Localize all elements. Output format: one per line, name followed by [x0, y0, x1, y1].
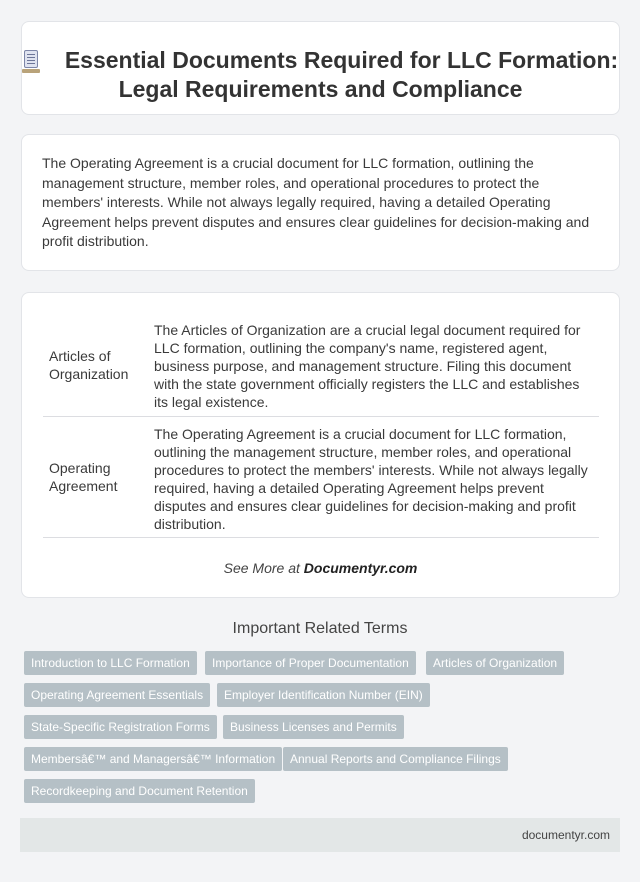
term-cell: Articles of Organization: [49, 347, 129, 382]
related-terms-heading: Important Related Terms: [232, 620, 408, 637]
related-tag[interactable]: Importance of Proper Documentation: [205, 651, 416, 675]
related-tag[interactable]: Introduction to LLC Formation: [24, 651, 197, 675]
related-tag[interactable]: Employer Identification Number (EIN): [217, 683, 430, 707]
intro-paragraph: The Operating Agreement is a crucial document for LLC formation, outlining the management structure, member roles, and operational procedures to protect the members' interests. While not always legally required, having a detailed Operating Agreement helps prevent disputes and ensures clear guidelines for decision-making and profit distribution.: [42, 155, 590, 249]
page-title-text: Essential Documents Required for LLC Formation: Legal Requirements and Compliance: [64, 47, 619, 102]
table-row: [43, 417, 599, 538]
description-cell: The Operating Agreement is a crucial document for LLC formation, outlining the management structure, member roles, and operational procedures to protect the members' interests. While not always legally required, having a detailed Operating Agreement helps prevent disputes and ensures clear guidelines for decision-making and profit distribution.: [154, 426, 588, 532]
related-tag[interactable]: Annual Reports and Compliance Filings: [283, 747, 508, 771]
see-more-site[interactable]: Documentyr.com: [303, 560, 418, 576]
title-card: [21, 21, 620, 115]
related-tag[interactable]: Recordkeeping and Document Retention: [24, 779, 255, 803]
document-icon: [23, 50, 39, 70]
related-tag[interactable]: Operating Agreement Essentials: [24, 683, 210, 707]
page-title: [22, 46, 619, 104]
related-tag[interactable]: Business Licenses and Permits: [223, 715, 404, 739]
definitions-table: [21, 292, 620, 598]
related-tag[interactable]: Membersâ€™ and Managersâ€™ Information: [24, 747, 282, 771]
see-more-link[interactable]: [22, 560, 619, 576]
see-more-prefix: See More at: [223, 560, 304, 576]
table-row: [43, 313, 599, 417]
footer-site[interactable]: documentyr.com: [521, 828, 610, 842]
intro-card: [21, 134, 620, 271]
description-cell: The Articles of Organization are a crucial legal document required for LLC formation, outlining the company's name, registered agent, business purpose, and management structure. Filing this document with the state government officially registers the LLC and establishes its legal existence.: [154, 322, 581, 410]
footer: [20, 818, 620, 852]
related-tag[interactable]: State-Specific Registration Forms: [24, 715, 217, 739]
term-cell: Operating Agreement: [49, 460, 118, 494]
related-tag[interactable]: Articles of Organization: [426, 651, 564, 675]
